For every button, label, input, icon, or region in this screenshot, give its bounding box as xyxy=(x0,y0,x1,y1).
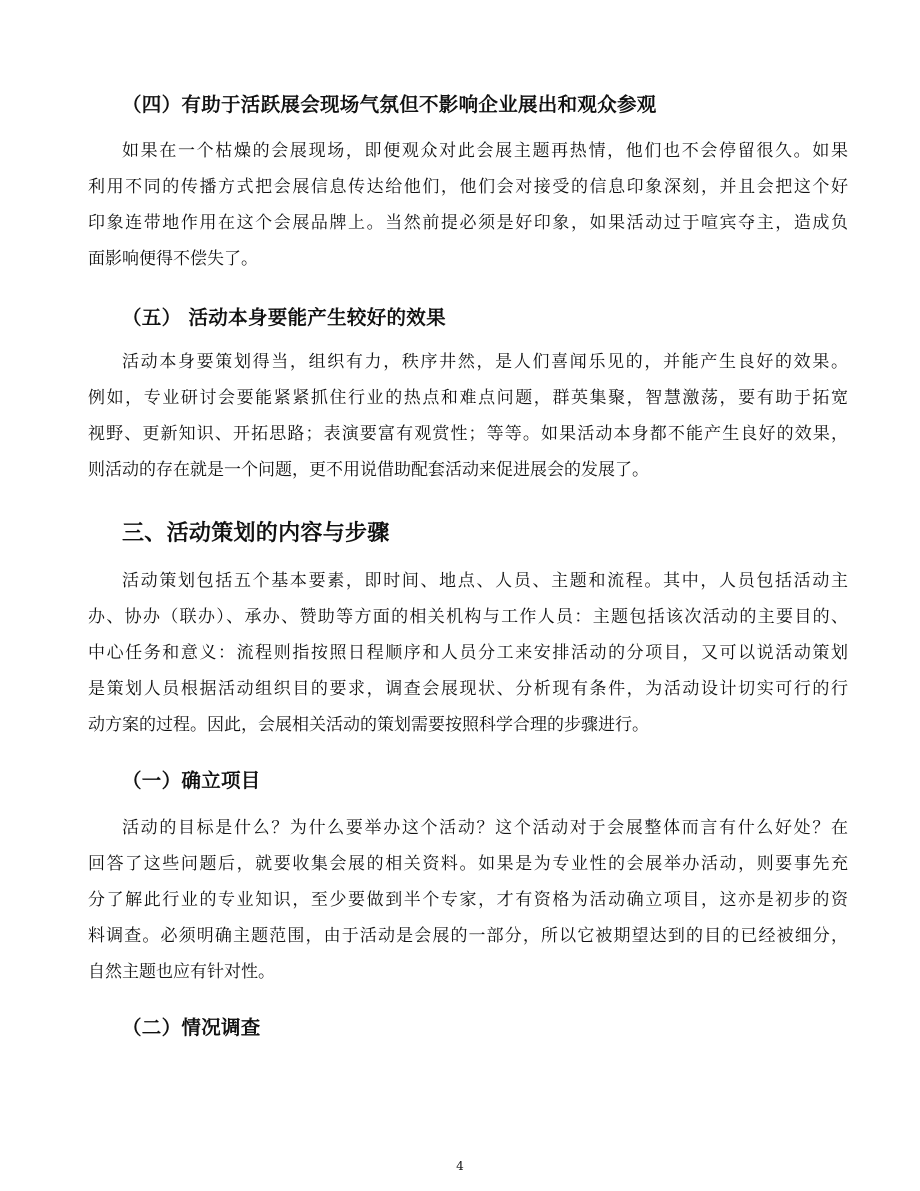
paragraph-line: 办、协办（联办）、承办、赞助等方面的相关机构与工作人员：主题包括该次活动的主要目的、 xyxy=(88,607,848,627)
paragraph-line: 视野、更新知识、开拓思路；表演要富有观赏性；等等。如果活动本身都不能产生良好的效果， xyxy=(88,424,848,444)
paragraph-section-4 xyxy=(88,133,848,277)
subsection-heading-1: （一）确立项目 xyxy=(122,769,261,792)
section-heading-4: （四）有助于活跃展会现场气氛但不影响企业展出和观众参观 xyxy=(122,93,657,116)
paragraph-line: 则活动的存在就是一个问题，更不用说借助配套活动来促进展会的发展了。 xyxy=(88,460,649,480)
paragraph-line: 动方案的过程。因此，会展相关活动的策划需要按照科学合理的步骤进行。 xyxy=(88,715,649,735)
paragraph-line: 印象连带地作用在这个会展品牌上。当然前提必须是好印象，如果活动过于喧宾夺主，造成负 xyxy=(88,213,848,233)
paragraph-chapter-3 xyxy=(88,563,848,743)
subsection-heading-2: （二）情况调查 xyxy=(122,1016,261,1039)
chapter-heading-3: 三、活动策划的内容与步骤 xyxy=(122,521,390,546)
paragraph-line: 面影响便得不偿失了。 xyxy=(88,249,258,269)
paragraph-line: 利用不同的传播方式把会展信息传达给他们，他们会对接受的信息印象深刻，并且会把这个好 xyxy=(88,177,848,197)
paragraph-line: 活动策划包括五个基本要素，即时间、地点、人员、主题和流程。其中，人员包括活动主 xyxy=(122,571,848,591)
paragraph-line: 活动的目标是什么？为什么要举办这个活动？这个活动对于会展整体而言有什么好处？在 xyxy=(122,818,848,838)
paragraph-line: 分了解此行业的专业知识，至少要做到半个专家，才有资格为活动确立项目，这亦是初步的资 xyxy=(88,890,848,910)
page-number: 4 xyxy=(456,1159,464,1173)
paragraph-line: 活动本身要策划得当，组织有力，秩序井然，是人们喜闻乐见的，并能产生良好的效果。 xyxy=(122,352,848,372)
paragraph-line: 例如，专业研讨会要能紧紧抓住行业的热点和难点问题，群英集聚，智慧激荡，要有助于拓宽 xyxy=(88,388,848,408)
section-heading-5: （五） 活动本身要能产生较好的效果 xyxy=(122,306,446,329)
paragraph-line: 料调查。必须明确主题范围，由于活动是会展的一部分，所以它被期望达到的目的已经被细分， xyxy=(88,926,848,946)
paragraph-line: 是策划人员根据活动组织目的要求，调查会展现状、分析现有条件，为活动设计切实可行的行 xyxy=(88,679,848,699)
paragraph-section-5 xyxy=(88,344,848,488)
paragraph-line: 回答了这些问题后，就要收集会展的相关资料。如果是为专业性的会展举办活动，则要事先充 xyxy=(88,854,848,874)
paragraph-line: 如果在一个枯燥的会展现场，即便观众对此会展主题再热情，他们也不会停留很久。如果 xyxy=(122,141,848,161)
paragraph-subsection-1 xyxy=(88,810,848,990)
paragraph-line: 自然主题也应有针对性。 xyxy=(88,962,275,982)
paragraph-line: 中心任务和意义：流程则指按照日程顺序和人员分工来安排活动的分项目，又可以说活动策划 xyxy=(88,643,848,663)
